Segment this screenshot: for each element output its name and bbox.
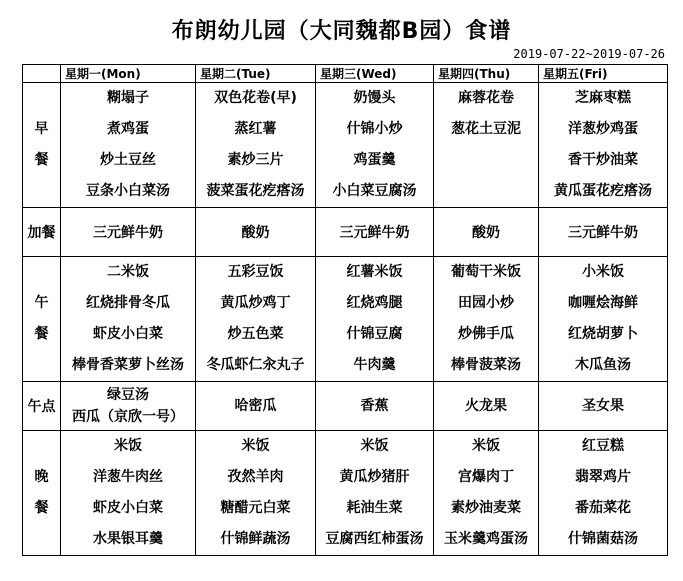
snack-label xyxy=(23,208,61,257)
breakfast-fri xyxy=(539,83,668,208)
menu-item: 西瓜（京欣一号） xyxy=(72,409,184,425)
afternoon-wed xyxy=(316,382,434,431)
menu-item: 火龙果 xyxy=(465,398,507,414)
afternoon-mon xyxy=(61,382,196,431)
menu-item: 虾皮小白菜 xyxy=(93,326,163,342)
menu-item: 什锦菌菇汤 xyxy=(568,531,638,547)
lunch-fri xyxy=(539,257,668,382)
snack-fri: 三元鲜牛奶 xyxy=(539,208,668,257)
menu-item: 炒佛手瓜 xyxy=(458,326,514,342)
lunch-label-2: 餐 xyxy=(34,326,49,342)
menu-item: 耗油生菜 xyxy=(346,500,403,516)
dinner-label xyxy=(23,431,61,556)
menu-item: 葡萄干米饭 xyxy=(451,264,521,280)
dinner-row xyxy=(23,431,668,556)
breakfast-wed xyxy=(316,83,434,208)
breakfast-tue xyxy=(196,83,316,208)
dinner-wed xyxy=(316,431,434,556)
lunch-mon xyxy=(61,257,196,382)
menu-item: 红豆糕 xyxy=(582,438,624,454)
menu-item: 虾皮小白菜 xyxy=(93,500,163,516)
menu-item: 香蕉 xyxy=(360,398,389,414)
menu-item: 红烧鸡腿 xyxy=(346,295,403,311)
breakfast-row xyxy=(23,83,668,208)
menu-item: 孜然羊肉 xyxy=(227,469,284,485)
menu-item: 红薯米饭 xyxy=(346,264,403,280)
menu-item: 牛肉羹 xyxy=(353,357,396,373)
lunch-row xyxy=(23,257,668,382)
lunch-wed xyxy=(316,257,434,382)
menu-item: 宫爆肉丁 xyxy=(458,469,514,485)
afternoon-row xyxy=(23,382,668,431)
menu-item: 黄瓜蛋花疙瘩汤 xyxy=(554,183,652,199)
date-range: 2019-07-22~2019-07-26 xyxy=(513,47,665,61)
dinner-label-1: 晚 xyxy=(34,469,49,485)
menu-item xyxy=(434,145,538,176)
menu-item: 洋葱牛肉丝 xyxy=(93,469,163,485)
menu-item: 煮鸡蛋 xyxy=(107,121,149,137)
day-header-tue: 星期二(Tue) xyxy=(196,65,316,83)
menu-item: 米饭 xyxy=(472,438,500,454)
menu-item: 二米饭 xyxy=(107,264,149,280)
menu-item: 葱花土豆泥 xyxy=(451,121,521,137)
menu-item: 圣女果 xyxy=(582,398,624,414)
day-header-mon: 星期一(Mon) xyxy=(61,65,196,83)
menu-item: 糖醋元白菜 xyxy=(220,500,291,516)
menu-item: 鸡蛋羹 xyxy=(353,152,396,168)
menu-item: 棒骨香菜萝卜丝汤 xyxy=(72,357,184,373)
snack-row xyxy=(23,208,668,257)
menu-item: 炒土豆丝 xyxy=(100,152,156,168)
afternoon-label-text: 午点 xyxy=(27,399,56,415)
menu-item: 水果银耳羹 xyxy=(93,531,163,547)
menu-item: 小白菜豆腐汤 xyxy=(332,183,417,199)
menu-item: 素炒油麦菜 xyxy=(451,500,521,516)
dinner-thu xyxy=(434,431,539,556)
menu-item: 米饭 xyxy=(114,438,142,454)
snack-label-text: 加餐 xyxy=(27,225,56,241)
menu-table xyxy=(22,64,668,556)
afternoon-thu xyxy=(434,382,539,431)
menu-item: 香干炒油菜 xyxy=(568,152,638,168)
menu-item: 糊塌子 xyxy=(107,90,149,106)
menu-item: 冬瓜虾仁汆丸子 xyxy=(206,357,305,373)
menu-item: 蒸红薯 xyxy=(234,121,277,137)
menu-item: 芝麻枣糕 xyxy=(575,90,631,106)
day-header-wed: 星期三(Wed) xyxy=(316,65,434,83)
page-title: 布朗幼儿园（大同魏都B园）食谱 xyxy=(171,19,512,44)
breakfast-thu xyxy=(434,83,539,208)
afternoon-tue xyxy=(196,382,316,431)
menu-item xyxy=(434,176,538,207)
lunch-tue xyxy=(196,257,316,382)
breakfast-label xyxy=(23,83,61,208)
menu-item: 黄瓜炒鸡丁 xyxy=(220,295,291,311)
menu-item: 麻蓉花卷 xyxy=(458,90,514,106)
corner-cell xyxy=(23,65,61,83)
menu-item: 什锦豆腐 xyxy=(346,326,403,342)
snack-mon: 三元鲜牛奶 xyxy=(61,208,196,257)
menu-item: 双色花卷(早) xyxy=(214,90,297,106)
menu-item: 洋葱炒鸡蛋 xyxy=(568,121,638,137)
menu-item: 菠菜蛋花疙瘩汤 xyxy=(206,183,305,199)
afternoon-fri xyxy=(539,382,668,431)
menu-item: 五彩豆饭 xyxy=(227,264,284,280)
lunch-label xyxy=(23,257,61,382)
dinner-fri xyxy=(539,431,668,556)
menu-item: 哈密瓜 xyxy=(234,398,277,414)
dinner-tue xyxy=(196,431,316,556)
lunch-label-1: 午 xyxy=(34,295,49,311)
menu-item: 什锦鲜蔬汤 xyxy=(220,531,291,547)
menu-item: 什锦小炒 xyxy=(346,121,403,137)
menu-item: 翡翠鸡片 xyxy=(575,469,631,485)
menu-item: 小米饭 xyxy=(582,264,624,280)
dinner-mon xyxy=(61,431,196,556)
menu-item: 米饭 xyxy=(241,438,270,454)
afternoon-label xyxy=(23,382,61,431)
day-header-fri: 星期五(Fri) xyxy=(539,65,668,83)
menu-item: 炒五色菜 xyxy=(227,326,284,342)
menu-item: 素炒三片 xyxy=(227,152,284,168)
menu-item: 黄瓜炒猪肝 xyxy=(339,469,410,485)
header-row xyxy=(23,65,668,83)
lunch-thu xyxy=(434,257,539,382)
menu-item: 红烧排骨冬瓜 xyxy=(86,295,170,311)
breakfast-label-2: 餐 xyxy=(34,152,49,168)
menu-item: 米饭 xyxy=(360,438,389,454)
menu-item: 奶馒头 xyxy=(353,90,396,106)
menu-item: 田园小炒 xyxy=(458,295,514,311)
dinner-label-2: 餐 xyxy=(34,500,49,516)
menu-item: 绿豆汤 xyxy=(107,387,149,403)
day-header-thu: 星期四(Thu) xyxy=(434,65,539,83)
menu-item: 豆腐西红柿蛋汤 xyxy=(325,531,424,547)
snack-wed: 三元鲜牛奶 xyxy=(316,208,434,257)
snack-thu: 酸奶 xyxy=(434,208,539,257)
menu-item: 豆条小白菜汤 xyxy=(86,183,170,199)
menu-item: 玉米羹鸡蛋汤 xyxy=(444,531,528,547)
snack-tue: 酸奶 xyxy=(196,208,316,257)
breakfast-mon xyxy=(61,83,196,208)
menu-item: 木瓜鱼汤 xyxy=(575,357,631,373)
menu-item: 咖喱烩海鲜 xyxy=(568,295,638,311)
menu-item: 红烧胡萝卜 xyxy=(568,326,638,342)
menu-item: 番茄菜花 xyxy=(575,500,631,516)
menu-item: 棒骨菠菜汤 xyxy=(451,357,521,373)
breakfast-label-1: 早 xyxy=(34,121,49,137)
